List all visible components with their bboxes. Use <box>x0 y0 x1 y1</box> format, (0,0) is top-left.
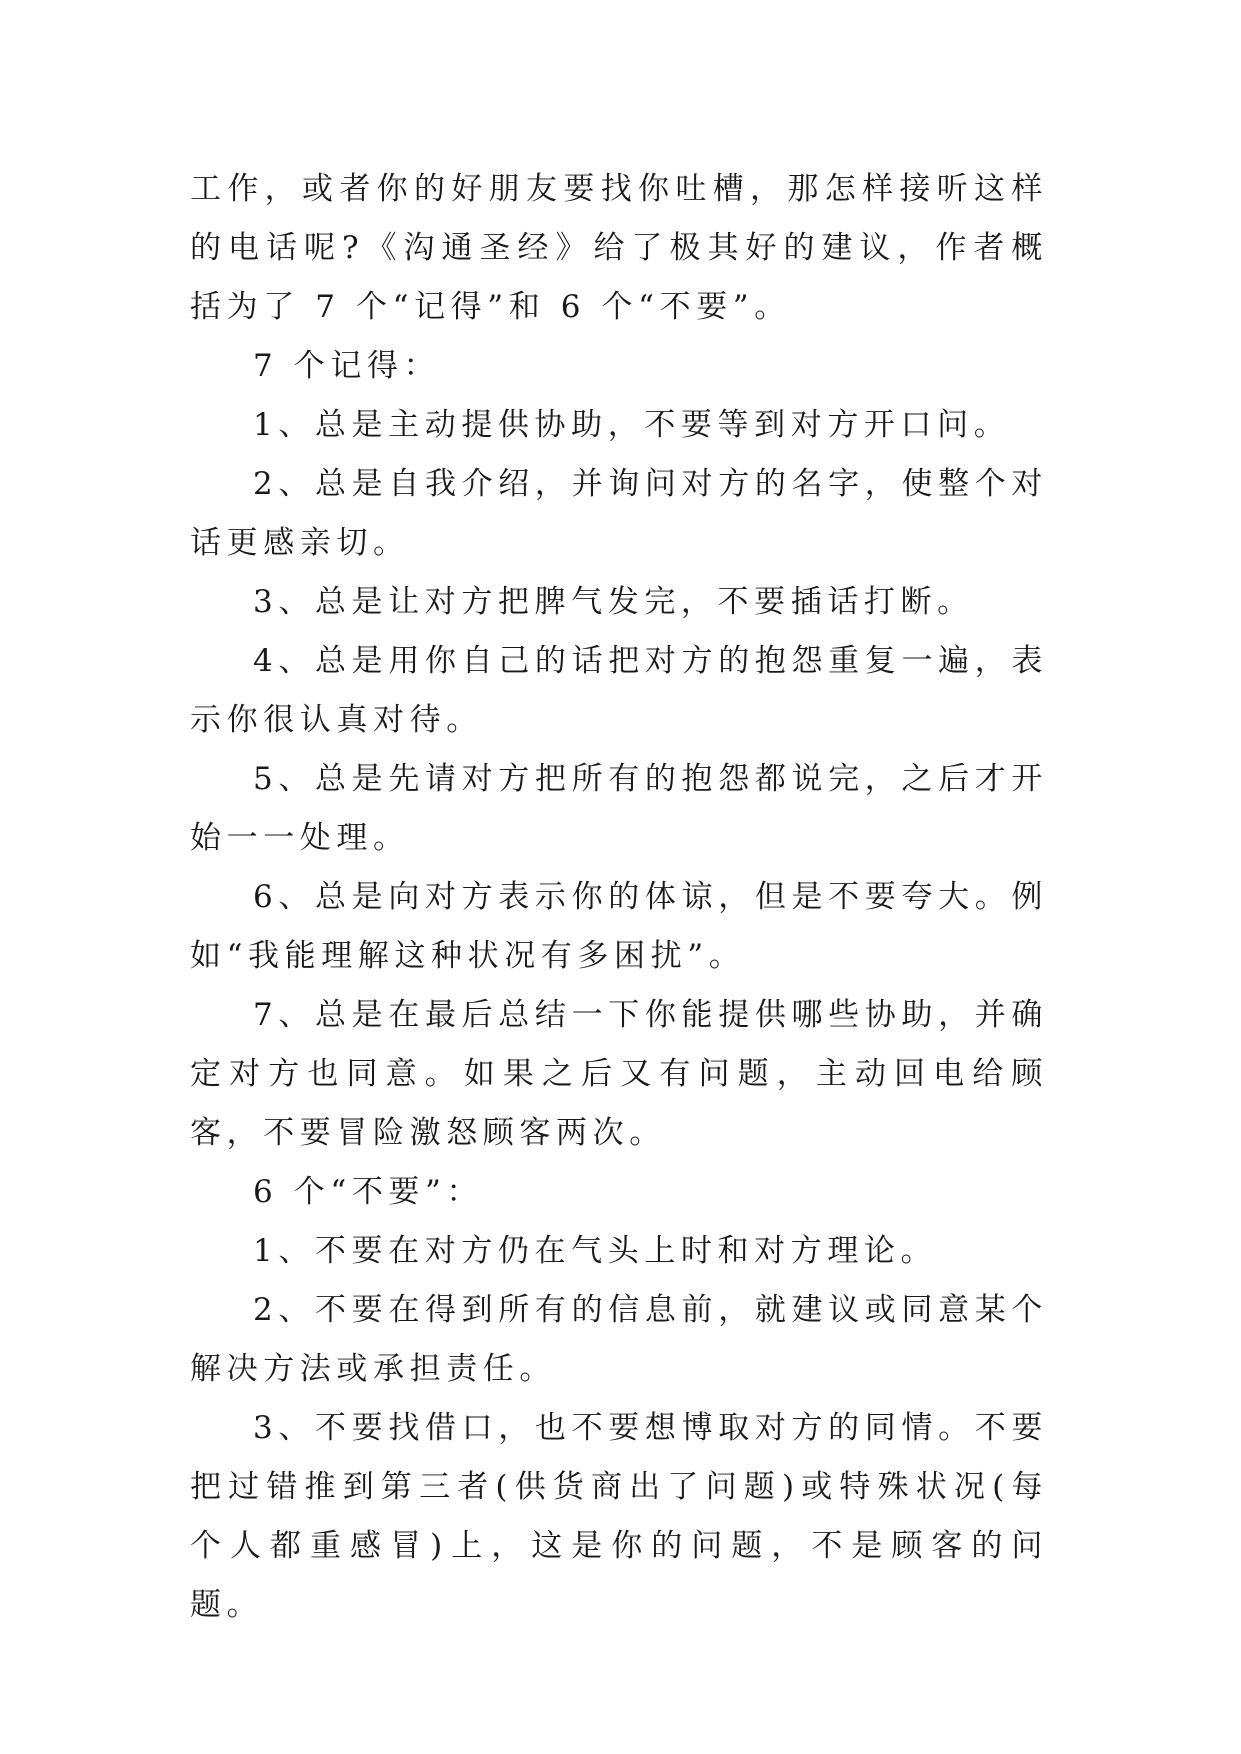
list-item-dont-1: 1、不要在对方仍在气头上时和对方理论。 <box>253 1233 938 1269</box>
heading-six-dont: 6 个“不要”： <box>253 1174 484 1210</box>
document-body <box>190 160 1048 1635</box>
list-item-remember-2: 2、总是自我介绍，并询问对方的名字，使整个对话更感亲切。 <box>190 466 1048 561</box>
list-item-remember-5: 5、总是先请对方把所有的抱怨都说完，之后才开始一一处理。 <box>190 761 1048 856</box>
list-item-remember-7: 7、总是在最后总结一下你能提供哪些协助，并确定对方也同意。如果之后又有问题，主动回电给顾客，不要冒险激怒顾客两次。 <box>190 997 1048 1151</box>
list-item-remember-4: 4、总是用你自己的话把对方的抱怨重复一遍，表示你很认真对待。 <box>190 643 1048 738</box>
heading-seven-remember: 7 个记得： <box>253 348 441 384</box>
paragraph-intro: 工作，或者你的好朋友要找你吐槽，那怎样接听这样的电话呢?《沟通圣经》给了极其好的建议，作者概括为了 7 个“记得”和 6 个“不要”。 <box>190 171 1048 325</box>
list-item-dont-2: 2、不要在得到所有的信息前，就建议或同意某个解决方法或承担责任。 <box>190 1292 1048 1387</box>
list-item-remember-6: 6、总是向对方表示你的体谅，但是不要夸大。例如“我能理解这种状况有多困扰”。 <box>190 879 1048 974</box>
list-item-remember-3: 3、总是让对方把脾气发完，不要插话打断。 <box>253 584 974 620</box>
list-item-dont-3: 3、不要找借口，也不要想博取对方的同情。不要把过错推到第三者(供货商出了问题)或特殊状况(每个人都重感冒)上，这是你的问题，不是顾客的问题。 <box>190 1410 1048 1623</box>
list-item-remember-1: 1、总是主动提供协助，不要等到对方开口问。 <box>253 407 1011 443</box>
